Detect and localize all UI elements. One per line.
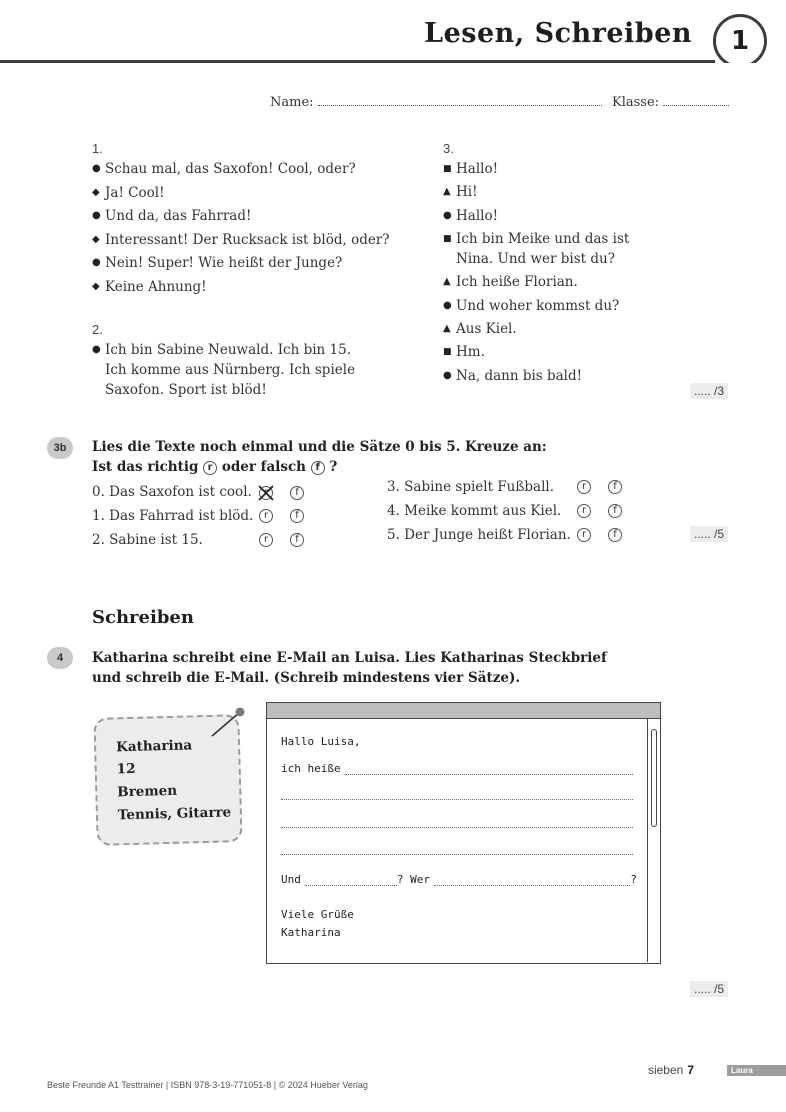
email-answer-line[interactable] bbox=[345, 762, 633, 775]
statement-1: 1. Das Fahrrad ist blöd. bbox=[92, 508, 254, 524]
checkbox-2-r[interactable]: r bbox=[259, 533, 273, 547]
checkbox-0-r-checked[interactable] bbox=[258, 485, 274, 501]
speaker-diamond-icon: ◆ bbox=[92, 186, 100, 198]
dialogue-2-number: 2. bbox=[92, 322, 103, 337]
task-4-line-2: und schreib die E-Mail. (Schreib mindestens vier Sätze). bbox=[92, 670, 521, 686]
class-field[interactable] bbox=[612, 95, 729, 110]
badge-base bbox=[708, 63, 774, 75]
checkbox-1-r[interactable]: r bbox=[259, 509, 273, 523]
email-line-questions: Und ? Wer ? bbox=[281, 873, 637, 886]
email-answer-line[interactable] bbox=[434, 873, 630, 886]
card-city: Bremen bbox=[117, 782, 178, 801]
dialogue-line: Na, dann bis bald! bbox=[456, 367, 583, 384]
name-field[interactable] bbox=[270, 95, 602, 110]
dialogue-1 bbox=[92, 159, 392, 301]
dialogue-line: Ich heiße Florian. bbox=[456, 274, 578, 291]
email-line-ich-heisse: ich heiße bbox=[281, 762, 633, 775]
statement-4: 4. Meike kommt aus Kiel. bbox=[387, 503, 562, 519]
dialogue-line-cont: Ich komme aus Nürnberg. Ich spiele bbox=[105, 362, 356, 378]
email-greeting: Hallo Luisa, bbox=[281, 735, 361, 748]
name-label: Name: bbox=[270, 95, 314, 110]
checkbox-3-f[interactable]: f bbox=[608, 480, 622, 494]
dialogue-line: Und woher kommst du? bbox=[456, 297, 620, 314]
checkbox-0-f[interactable]: f bbox=[290, 486, 304, 500]
checkbox-2-f[interactable]: f bbox=[290, 533, 304, 547]
checkbox-4-r[interactable]: r bbox=[577, 504, 591, 518]
footer-info: Beste Freunde A1 Testtrainer | ISBN 978-3-19-771051-8 | © 2024 Hueber Verlag bbox=[47, 1080, 368, 1090]
speaker-square-icon: ■ bbox=[443, 347, 452, 358]
dialogue-3-number: 3. bbox=[443, 141, 454, 156]
dialogue-line: Ich bin Sabine Neuwald. Ich bin 15. bbox=[105, 342, 351, 358]
email-answer-line[interactable] bbox=[281, 815, 633, 828]
score-dialogues[interactable]: ..... /3 bbox=[690, 383, 728, 399]
statement-0: 0. Das Saxofon ist cool. bbox=[92, 484, 252, 500]
speaker-diamond-icon: ◆ bbox=[92, 280, 100, 292]
scrollbar-track bbox=[647, 718, 649, 962]
dialogue-line: Aus Kiel. bbox=[456, 320, 517, 337]
checkbox-1-f[interactable]: f bbox=[290, 509, 304, 523]
name-line[interactable] bbox=[318, 95, 602, 106]
card-hobbies: Tennis, Gitarre bbox=[117, 804, 232, 824]
speaker-square-icon: ■ bbox=[443, 233, 452, 244]
task-4-instructions bbox=[92, 648, 692, 688]
checkbox-5-f[interactable]: f bbox=[608, 528, 622, 542]
page-title: Lesen, Schreiben bbox=[424, 18, 692, 49]
falsch-symbol: f bbox=[311, 461, 325, 475]
statement-5: 5. Der Junge heißt Florian. bbox=[387, 527, 571, 543]
dialogue-line: Nein! Super! Wie heißt der Junge? bbox=[105, 255, 343, 272]
task-badge-4: 4 bbox=[47, 647, 73, 669]
speaker-diamond-icon: ◆ bbox=[92, 233, 100, 245]
checkbox-4-f[interactable]: f bbox=[608, 504, 622, 518]
speaker-circle-icon: ● bbox=[92, 257, 101, 269]
dialogue-2 bbox=[92, 340, 392, 400]
score-task-3b[interactable]: ..... /5 bbox=[690, 526, 728, 542]
speaker-circle-icon: ● bbox=[92, 210, 101, 222]
checkbox-3-r[interactable]: r bbox=[577, 480, 591, 494]
speaker-square-icon: ■ bbox=[443, 164, 452, 174]
pin-icon bbox=[208, 706, 248, 738]
speaker-circle-icon: ● bbox=[92, 163, 101, 174]
speaker-triangle-icon: ▲ bbox=[443, 276, 451, 288]
class-label: Klasse: bbox=[612, 95, 660, 110]
dialogue-line: Keine Ahnung! bbox=[105, 278, 207, 295]
richtig-symbol: r bbox=[203, 461, 217, 475]
speaker-triangle-icon: ▲ bbox=[443, 186, 451, 198]
email-window bbox=[266, 702, 661, 964]
email-signature: Katharina bbox=[281, 926, 341, 939]
email-answer-line[interactable] bbox=[281, 787, 633, 800]
dialogue-line: Ich bin Meike und das ist bbox=[456, 230, 630, 247]
dialogue-line-cont: Saxofon. Sport ist blöd! bbox=[105, 382, 267, 398]
email-answer-line[interactable] bbox=[305, 873, 397, 886]
task-3b-line-2: Ist das richtig r oder falsch f ? bbox=[92, 459, 338, 475]
task-3b-instructions bbox=[92, 437, 692, 477]
speaker-circle-icon: ● bbox=[443, 369, 452, 381]
scrollbar-thumb[interactable] bbox=[651, 729, 657, 827]
dialogue-line-cont: Nina. Und wer bist du? bbox=[456, 250, 615, 267]
checkbox-5-r[interactable]: r bbox=[577, 528, 591, 542]
statement-2: 2. Sabine ist 15. bbox=[92, 532, 203, 548]
dialogue-line: Interessant! Der Rucksack ist blöd, oder? bbox=[105, 231, 390, 248]
score-task-4[interactable]: ..... /5 bbox=[690, 981, 728, 997]
card-name: Katharina bbox=[115, 737, 193, 756]
email-closing: Viele Grüße bbox=[281, 908, 354, 921]
cross-mark-icon bbox=[257, 484, 275, 502]
task-3b-line-1: Lies die Texte noch einmal und die Sätze 0 bis 5. Kreuze an: bbox=[92, 439, 547, 455]
dialogue-line: Hm. bbox=[456, 344, 485, 361]
footer-tag: Laura bbox=[727, 1065, 786, 1076]
email-answer-line[interactable] bbox=[281, 842, 633, 855]
dialogue-line: Ja! Cool! bbox=[105, 184, 165, 201]
speaker-circle-icon: ● bbox=[443, 299, 452, 311]
dialogue-line: Hallo! bbox=[456, 207, 499, 224]
statement-3: 3. Sabine spielt Fußball. bbox=[387, 479, 555, 495]
dialogue-line: Hallo! bbox=[456, 161, 499, 177]
dialogue-line: Hi! bbox=[456, 184, 478, 201]
email-title-bar bbox=[267, 703, 660, 719]
dialogue-line: Und da, das Fahrrad! bbox=[105, 208, 252, 225]
page-number: sieben 7 bbox=[647, 1063, 694, 1077]
section-heading: Schreiben bbox=[92, 607, 194, 628]
unit-number-badge: 1 bbox=[713, 14, 767, 68]
task-4-line-1: Katharina schreibt eine E-Mail an Luisa. Lies Katharinas Steckbrief bbox=[92, 650, 607, 666]
class-line[interactable] bbox=[663, 95, 729, 106]
dialogue-3 bbox=[443, 159, 663, 389]
speaker-triangle-icon: ▲ bbox=[443, 322, 451, 334]
dialogue-line: Schau mal, das Saxofon! Cool, oder? bbox=[105, 161, 356, 177]
task-badge-3b: 3b bbox=[47, 437, 73, 459]
speaker-circle-icon: ● bbox=[443, 209, 452, 221]
header-rule bbox=[0, 60, 715, 63]
speaker-circle-icon: ● bbox=[92, 344, 101, 355]
card-age: 12 bbox=[116, 760, 136, 778]
dialogue-1-number: 1. bbox=[92, 141, 103, 156]
